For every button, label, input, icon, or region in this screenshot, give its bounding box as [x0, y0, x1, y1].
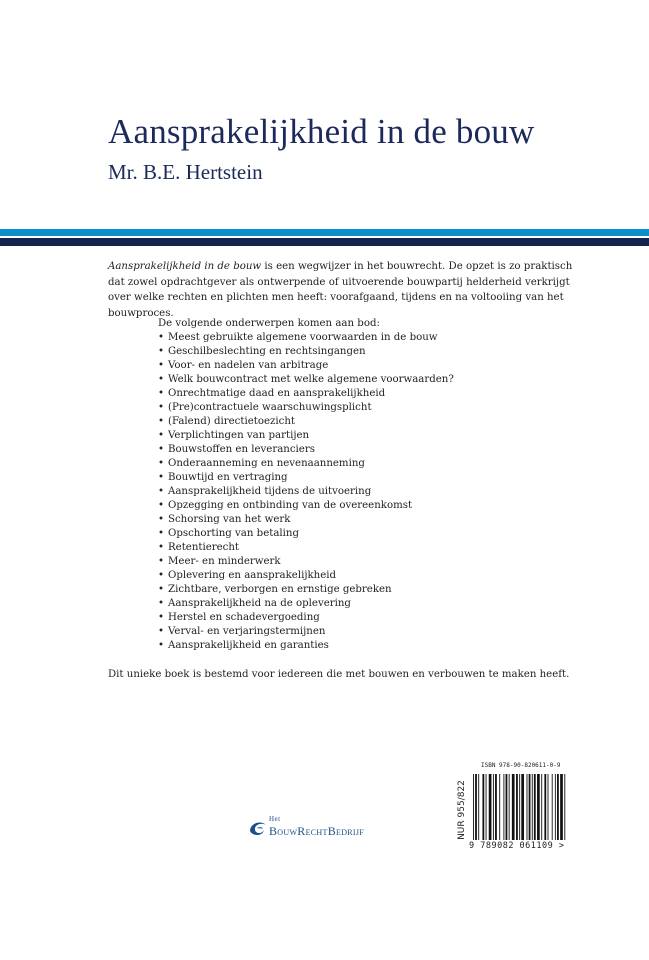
topic-label: Aansprakelijkheid tijdens de uitvoering — [168, 486, 372, 497]
topic-item — [158, 527, 454, 541]
barcode-bars — [469, 774, 611, 842]
topic-item — [158, 401, 454, 415]
bullet-icon: • — [158, 360, 165, 371]
topic-label: Geschilbeslechting en rechtsingangen — [168, 346, 366, 357]
topic-item — [158, 485, 454, 499]
topic-item — [158, 513, 454, 527]
bullet-icon: • — [158, 388, 165, 399]
topics-heading: De volgende onderwerpen komen aan bod: — [158, 318, 380, 329]
topic-item — [158, 639, 454, 653]
bullet-icon: • — [158, 444, 165, 455]
nur-code-text: NUR 955/822 — [457, 780, 467, 840]
swirl-logo-icon — [247, 817, 269, 839]
bullet-icon: • — [158, 584, 165, 595]
bullet-icon: • — [158, 500, 165, 511]
publisher-name: BouwRechtBedrijf — [269, 824, 365, 838]
topic-label: Schorsing van het werk — [168, 514, 291, 525]
topic-label: Opschorting van betaling — [168, 528, 299, 539]
topic-label: Voor- en nadelen van arbitrage — [168, 360, 329, 371]
topic-item — [158, 359, 454, 373]
bullet-icon: • — [158, 486, 165, 497]
topic-item — [158, 345, 454, 359]
topic-label: Onrechtmatige daad en aansprakelijkheid — [168, 388, 386, 399]
topic-label: Bouwstoffen en leveranciers — [168, 444, 315, 455]
topic-label: Herstel en schadevergoeding — [168, 612, 320, 623]
publisher-prefix: Het — [269, 815, 281, 823]
nur-code — [455, 772, 469, 852]
topic-label: Aansprakelijkheid en garanties — [168, 640, 329, 651]
topics-list — [158, 331, 454, 653]
topic-label: Meer- en minderwerk — [168, 556, 281, 567]
closing-sentence: Dit unieke boek is bestemd voor iedereen die met bouwen en verbouwen te maken heeft. — [108, 669, 570, 680]
book-title: Aansprakelijkheid in de bouw — [108, 112, 535, 151]
topic-item — [158, 457, 454, 471]
bullet-icon: • — [158, 346, 165, 357]
topic-item — [158, 583, 454, 597]
topic-label: Opzegging en ontbinding van de overeenkomst — [168, 500, 413, 511]
topic-label: Oplevering en aansprakelijkheid — [168, 570, 337, 581]
intro-text: is een wegwijzer in het bouwrecht. De opzet is zo praktisch dat zowel opdrachtgever als ontwerpende of uitvoerende bouwpartij helderheid verkrijgt over welke rechten en plichten men heeft: voorafgaand, tijdens en na voltooiing van het bouwproces. — [108, 261, 573, 319]
topic-label: Bouwtijd en vertraging — [168, 472, 288, 483]
barcode-block — [469, 762, 611, 854]
bullet-icon: • — [158, 416, 165, 427]
topic-item — [158, 611, 454, 625]
topic-item — [158, 541, 454, 555]
bullet-icon: • — [158, 626, 165, 637]
topic-item — [158, 597, 454, 611]
cyan-band — [0, 229, 649, 236]
topic-item — [158, 471, 454, 485]
bullet-icon: • — [158, 374, 165, 385]
bullet-icon: • — [158, 332, 165, 343]
bullet-icon: • — [158, 598, 165, 609]
bullet-icon: • — [158, 640, 165, 651]
bullet-icon: • — [158, 612, 165, 623]
author-name: Mr. B.E. Hertstein — [108, 160, 263, 184]
isbn-number: ISBN 978-90-820611-0-9 — [481, 762, 561, 769]
topic-label: Zichtbare, verborgen en ernstige gebreken — [168, 584, 392, 595]
ean-digits: 9 789082 061109 > — [469, 841, 565, 851]
topic-label: (Falend) directietoezicht — [168, 416, 296, 427]
topic-item — [158, 429, 454, 443]
topic-label: Onderaanneming en nevenaanneming — [168, 458, 365, 469]
topic-item — [158, 331, 454, 345]
topic-item — [158, 415, 454, 429]
topic-item — [158, 443, 454, 457]
bullet-icon: • — [158, 542, 165, 553]
navy-band — [0, 238, 649, 246]
topic-label: Verval- en verjaringstermijnen — [168, 626, 326, 637]
topic-label: Meest gebruikte algemene voorwaarden in de bouw — [168, 332, 438, 343]
topic-item — [158, 373, 454, 387]
intro-book-title: Aansprakelijkheid in de bouw — [108, 261, 262, 272]
topic-item — [158, 625, 454, 639]
bullet-icon: • — [158, 472, 165, 483]
topic-item — [158, 387, 454, 401]
bullet-icon: • — [158, 402, 165, 413]
topic-item — [158, 499, 454, 513]
topic-label: (Pre)contractuele waarschuwingsplicht — [168, 402, 372, 413]
topic-label: Welk bouwcontract met welke algemene voorwaarden? — [168, 374, 454, 385]
topic-label: Aansprakelijkheid na de oplevering — [168, 598, 351, 609]
bullet-icon: • — [158, 430, 165, 441]
topic-item — [158, 569, 454, 583]
intro-paragraph — [108, 259, 578, 321]
bullet-icon: • — [158, 514, 165, 525]
topic-label: Verplichtingen van partijen — [168, 430, 310, 441]
topic-label: Retentierecht — [168, 542, 240, 553]
publisher-logo — [247, 815, 417, 845]
bullet-icon: • — [158, 528, 165, 539]
bullet-icon: • — [158, 570, 165, 581]
bullet-icon: • — [158, 556, 165, 567]
bullet-icon: • — [158, 458, 165, 469]
topic-item — [158, 555, 454, 569]
